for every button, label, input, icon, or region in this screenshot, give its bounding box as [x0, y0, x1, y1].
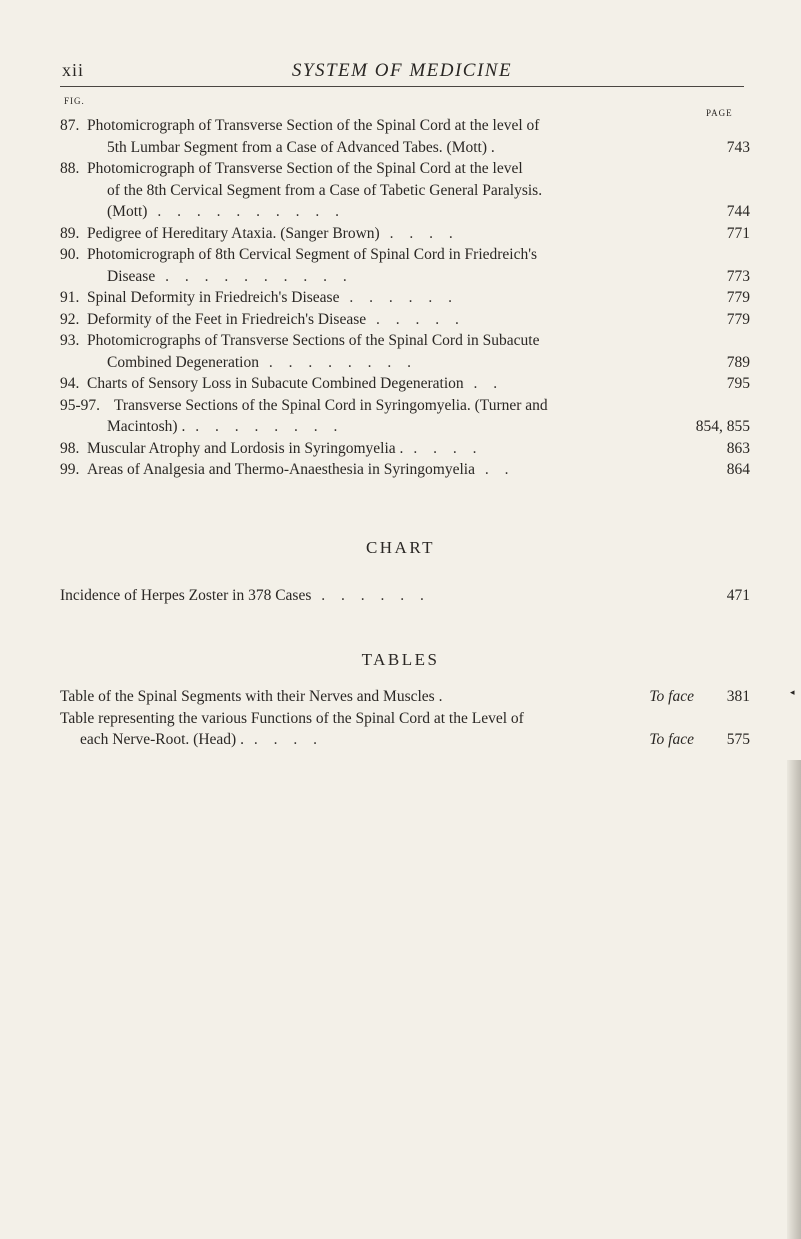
- figure-caption-line: Transverse Sections of the Spinal Cord in Syringomyelia. (Turner and: [114, 396, 548, 414]
- figure-list: [60, 115, 750, 481]
- leader-dots: . .: [474, 461, 515, 478]
- page-ref: 381: [726, 688, 750, 705]
- leader-dots: . .: [463, 375, 504, 392]
- leader-dots: . . . . .: [366, 310, 465, 328]
- leader-dots: . . . . . . . .: [258, 353, 417, 371]
- table-entry-text: Table representing the various Functions of the Spinal Cord at the Level of: [60, 709, 524, 727]
- page-ref: 744: [726, 203, 750, 220]
- figure-caption-line: Spinal Deformity in Friedreich's Disease: [87, 289, 340, 306]
- figure-number: 89.: [60, 224, 80, 242]
- figure-caption-line: Photomicrograph of 8th Cervical Segment of Spinal Cord in Friedreich's: [87, 246, 538, 263]
- page-number: xii: [62, 60, 85, 80]
- chart-entry-text: Incidence of Herpes Zoster in 378 Cases: [60, 587, 312, 604]
- figure-number: 90.: [60, 246, 80, 263]
- figure-entry: [60, 330, 750, 373]
- figure-entry: [60, 459, 750, 481]
- table-entry: [60, 708, 750, 751]
- figure-entry: [60, 115, 750, 158]
- leader-dots: . . . . . . . . . .: [147, 203, 345, 220]
- page-ref: 854, 855: [695, 418, 750, 435]
- figure-number: 91.: [60, 289, 80, 306]
- running-header: [60, 56, 744, 87]
- figure-number: 92.: [60, 310, 80, 328]
- page-ref: 779: [726, 289, 750, 306]
- figure-number: 87.: [60, 117, 80, 134]
- table-entry-text: Table of the Spinal Segments with their Nerves and Muscles .: [60, 688, 443, 705]
- tables-list: [60, 686, 750, 751]
- chart-entry: [60, 585, 750, 607]
- figure-caption-line: Photomicrograph of Transverse Section of the Spinal Cord at the level: [87, 160, 523, 177]
- figure-entry: [60, 158, 750, 223]
- figure-entry: [60, 438, 750, 460]
- figure-number: 88.: [60, 160, 80, 177]
- fig-column-label: FIG.: [64, 96, 85, 106]
- to-face-note: To face: [649, 688, 694, 705]
- figure-caption-line: Disease: [107, 267, 156, 285]
- page-ref: 863: [726, 439, 750, 457]
- figure-number: 98.: [60, 439, 80, 457]
- leader-dots: . . . . . . . . . .: [155, 267, 353, 285]
- leader-dots: . . . . . .: [339, 289, 458, 306]
- page-ref: 471: [726, 587, 750, 604]
- figure-caption-line: Charts of Sensory Loss in Subacute Combined Degeneration: [87, 375, 464, 392]
- page-ref: 795: [726, 375, 750, 392]
- figure-caption-line: 5th Lumbar Segment from a Case of Advanced Tabes. (Mott) .: [107, 138, 495, 156]
- figure-entry: [60, 309, 750, 331]
- figure-entry: [60, 395, 750, 438]
- figure-number: 94.: [60, 375, 80, 392]
- page-ref: 789: [726, 353, 750, 371]
- tables-section-title: TABLES: [361, 650, 440, 669]
- figure-caption-line: Deformity of the Feet in Friedreich's Disease: [87, 310, 367, 328]
- page-ref: 771: [726, 224, 750, 242]
- page-ref: 864: [726, 461, 750, 478]
- page-column-label: PAGE: [706, 108, 733, 118]
- figure-caption-line: Photomicrograph of Transverse Section of the Spinal Cord at the level of: [87, 117, 540, 134]
- page-ref: 773: [726, 267, 750, 285]
- page-ref: 779: [726, 310, 750, 328]
- figure-caption-line: Combined Degeneration: [107, 353, 259, 371]
- leader-dots: . . . .: [403, 439, 483, 457]
- margin-mark: ◂: [790, 687, 795, 697]
- figure-number: 93.: [60, 332, 80, 349]
- figure-caption-line: (Mott): [107, 203, 148, 220]
- figure-caption-line: Muscular Atrophy and Lordosis in Syringomyelia .: [87, 439, 404, 457]
- figure-entry: [60, 223, 750, 245]
- leader-dots: . . . . . . . .: [185, 418, 344, 435]
- figure-caption-line: Macintosh) .: [107, 418, 186, 435]
- figure-caption-line: Areas of Analgesia and Thermo-Anaesthesia in Syringomyelia: [87, 461, 475, 478]
- table-entry: [60, 686, 750, 708]
- figure-caption-line: of the 8th Cervical Segment from a Case of Tabetic General Paralysis.: [107, 181, 543, 199]
- figure-caption-line: Photomicrographs of Transverse Sections of the Spinal Cord in Subacute: [87, 332, 540, 349]
- to-face-note: To face: [649, 731, 694, 748]
- table-entry-text: each Nerve-Root. (Head) .: [80, 731, 244, 748]
- figure-caption-line: Pedigree of Hereditary Ataxia. (Sanger Brown): [87, 224, 380, 242]
- figure-entry: [60, 287, 750, 309]
- page-ref: 743: [726, 138, 750, 156]
- figure-entry: [60, 373, 750, 395]
- leader-dots: . . . . . .: [311, 587, 430, 604]
- chart-section-title: CHART: [365, 538, 436, 557]
- figure-entry: [60, 244, 750, 287]
- page-ref: 575: [726, 731, 750, 748]
- page-edge-shadow: [787, 760, 801, 1239]
- leader-dots: . . . .: [379, 224, 459, 242]
- figure-number: 95-97.: [60, 396, 101, 414]
- running-title: SYSTEM OF MEDICINE: [291, 60, 513, 81]
- figure-number: 99.: [60, 461, 80, 478]
- leader-dots: . . . .: [243, 731, 323, 748]
